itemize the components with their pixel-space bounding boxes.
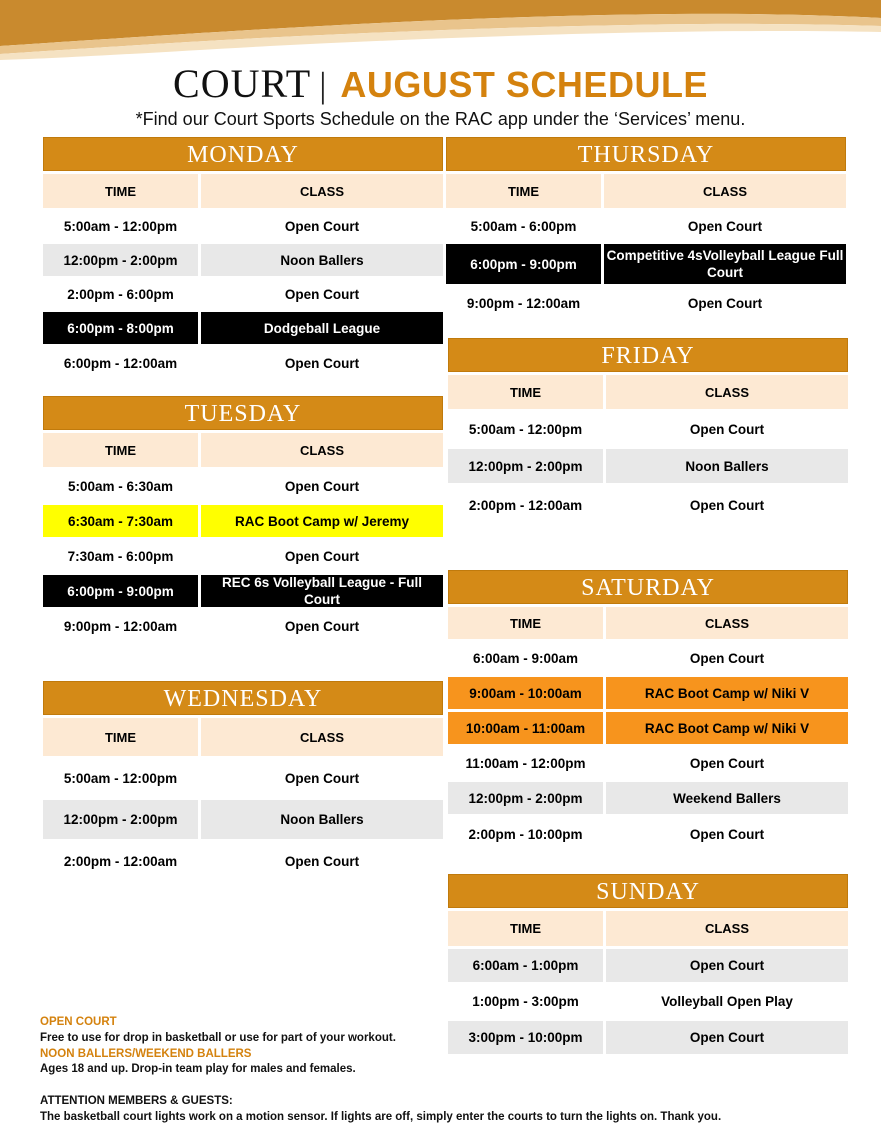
class-cell: RAC Boot Camp w/ Niki V bbox=[606, 677, 848, 709]
class-cell: Open Court bbox=[284, 478, 360, 494]
day-header-wednesday: WEDNESDAY bbox=[43, 681, 443, 715]
schedule-row bbox=[448, 712, 848, 744]
time-cell: 3:00pm - 10:00pm bbox=[448, 1021, 603, 1054]
time-cell: 11:00am - 12:00pm bbox=[465, 755, 586, 771]
column-header-row bbox=[43, 433, 443, 467]
schedule-row bbox=[43, 610, 443, 642]
class-cell: Open Court bbox=[606, 1021, 848, 1054]
time-cell: 7:30am - 6:00pm bbox=[67, 548, 174, 564]
schedule-row bbox=[448, 949, 848, 982]
time-cell: 2:00pm - 12:00am bbox=[63, 853, 178, 869]
class-cell: Competitive 4sVolleyball League Full Court bbox=[604, 244, 846, 284]
day-table-monday bbox=[43, 137, 443, 379]
time-cell: 9:00am - 10:00am bbox=[448, 677, 603, 709]
column-header-class: CLASS bbox=[606, 607, 848, 639]
time-cell: 5:00am - 12:00pm bbox=[63, 218, 178, 234]
class-cell: Open Court bbox=[687, 218, 763, 234]
column-header-time: TIME bbox=[448, 911, 603, 946]
schedule-row bbox=[43, 470, 443, 502]
schedule-row bbox=[43, 244, 443, 276]
title-court: COURT bbox=[173, 61, 312, 106]
column-header-row bbox=[448, 911, 848, 946]
class-cell: Open Court bbox=[284, 355, 360, 371]
schedule-row bbox=[43, 279, 443, 309]
schedule-row bbox=[43, 312, 443, 344]
column-header-row bbox=[448, 375, 848, 409]
schedule-row bbox=[448, 677, 848, 709]
time-cell: 6:30am - 7:30am bbox=[43, 505, 198, 537]
class-cell: Open Court bbox=[689, 650, 765, 666]
time-cell: 6:00am - 9:00am bbox=[472, 650, 579, 666]
class-cell: Open Court bbox=[284, 853, 360, 869]
class-cell: Open Court bbox=[284, 618, 360, 634]
time-cell: 12:00pm - 2:00pm bbox=[448, 449, 603, 483]
schedule-row bbox=[448, 449, 848, 483]
title-august-schedule: AUGUST SCHEDULE bbox=[340, 64, 708, 105]
day-header-thursday: THURSDAY bbox=[446, 137, 846, 171]
column-header-class: CLASS bbox=[604, 174, 846, 208]
column-header-time: TIME bbox=[43, 174, 198, 208]
time-cell: 2:00pm - 10:00pm bbox=[468, 826, 583, 842]
day-table-thursday bbox=[446, 137, 846, 319]
time-cell: 1:00pm - 3:00pm bbox=[472, 994, 579, 1009]
class-cell: Open Court bbox=[284, 548, 360, 564]
class-cell: Open Court bbox=[689, 497, 765, 513]
time-cell: 2:00pm - 12:00am bbox=[468, 497, 583, 513]
footer-ballers-text: Ages 18 and up. Drop-in team play for males and females. bbox=[40, 1063, 356, 1075]
column-header-class: CLASS bbox=[201, 174, 443, 208]
footer-open-court-title: OPEN COURT bbox=[40, 1016, 117, 1028]
time-cell: 5:00am - 12:00pm bbox=[468, 421, 583, 437]
column-header-row bbox=[43, 718, 443, 756]
time-cell: 12:00pm - 2:00pm bbox=[448, 782, 603, 814]
day-header-monday: MONDAY bbox=[43, 137, 443, 171]
column-header-time: TIME bbox=[43, 718, 198, 756]
time-cell: 5:00am - 6:00pm bbox=[470, 218, 577, 234]
time-cell: 5:00am - 6:30am bbox=[67, 478, 174, 494]
schedule-row bbox=[448, 985, 848, 1018]
schedule-row bbox=[448, 412, 848, 446]
subtitle-app-note: *Find our Court Sports Schedule on the RAC app under the ‘Services’ menu. bbox=[135, 109, 746, 129]
day-table-sunday bbox=[448, 874, 848, 1054]
day-table-friday bbox=[448, 338, 848, 524]
schedule-row bbox=[448, 817, 848, 851]
time-cell: 12:00pm - 2:00pm bbox=[43, 244, 198, 276]
class-cell: Open Court bbox=[284, 218, 360, 234]
time-cell: 12:00pm - 2:00pm bbox=[43, 800, 198, 839]
schedule-row bbox=[43, 211, 443, 241]
column-header-class: CLASS bbox=[606, 911, 848, 946]
class-cell: RAC Boot Camp w/ Jeremy bbox=[201, 505, 443, 537]
time-cell: 6:00pm - 12:00am bbox=[63, 355, 178, 371]
class-cell: Open Court bbox=[687, 295, 763, 311]
day-table-wednesday bbox=[43, 681, 443, 880]
class-cell: Open Court bbox=[689, 421, 765, 437]
footer-open-court-text: Free to use for drop in basketball or use for part of your workout. bbox=[40, 1032, 396, 1044]
schedule-row bbox=[446, 244, 846, 284]
time-cell: 6:00am - 1:00pm bbox=[448, 949, 603, 982]
class-cell: Open Court bbox=[284, 770, 360, 786]
title-separator: | bbox=[319, 65, 327, 105]
schedule-row bbox=[43, 575, 443, 607]
class-cell: Open Court bbox=[284, 286, 360, 302]
class-cell: Noon Ballers bbox=[606, 449, 848, 483]
schedule-row bbox=[448, 642, 848, 674]
day-header-sunday: SUNDAY bbox=[448, 874, 848, 908]
schedule-row bbox=[43, 800, 443, 839]
day-table-saturday bbox=[448, 570, 848, 851]
schedule-row bbox=[448, 1021, 848, 1054]
column-header-time: TIME bbox=[448, 607, 603, 639]
schedule-row bbox=[446, 287, 846, 319]
schedule-row bbox=[43, 842, 443, 880]
column-header-class: CLASS bbox=[201, 433, 443, 467]
time-cell: 5:00am - 12:00pm bbox=[63, 770, 178, 786]
column-header-row bbox=[43, 174, 443, 208]
schedule-row bbox=[448, 782, 848, 814]
day-header-saturday: SATURDAY bbox=[448, 570, 848, 604]
class-cell: Volleyball Open Play bbox=[661, 994, 793, 1009]
column-header-class: CLASS bbox=[201, 718, 443, 756]
page-title bbox=[0, 60, 881, 107]
schedule-row bbox=[43, 347, 443, 379]
schedule-row bbox=[448, 486, 848, 524]
time-cell: 2:00pm - 6:00pm bbox=[67, 286, 174, 302]
time-cell: 6:00pm - 8:00pm bbox=[43, 312, 198, 344]
class-cell: RAC Boot Camp w/ Niki V bbox=[606, 712, 848, 744]
footer-attention-text: The basketball court lights work on a motion sensor. If lights are off, simply enter the courts to turn the lights on. Thank you. bbox=[40, 1111, 722, 1123]
column-header-time: TIME bbox=[446, 174, 601, 208]
schedule-row bbox=[43, 505, 443, 537]
time-cell: 9:00pm - 12:00am bbox=[466, 295, 581, 311]
schedule-row bbox=[448, 747, 848, 779]
schedule-row bbox=[43, 540, 443, 572]
schedule-row bbox=[446, 211, 846, 241]
class-cell: Open Court bbox=[689, 826, 765, 842]
class-cell: Noon Ballers bbox=[201, 244, 443, 276]
column-header-row bbox=[446, 174, 846, 208]
column-header-time: TIME bbox=[448, 375, 603, 409]
time-cell: 10:00am - 11:00am bbox=[448, 712, 603, 744]
schedule-row bbox=[43, 759, 443, 797]
class-cell: REC 6s Volleyball League - Full Court bbox=[201, 575, 443, 607]
day-header-friday: FRIDAY bbox=[448, 338, 848, 372]
class-cell: Noon Ballers bbox=[201, 800, 443, 839]
class-cell: Dodgeball League bbox=[201, 312, 443, 344]
time-cell: 9:00pm - 12:00am bbox=[63, 618, 178, 634]
footer-attention-title: ATTENTION MEMBERS & GUESTS: bbox=[40, 1095, 233, 1107]
day-header-tuesday: TUESDAY bbox=[43, 396, 443, 430]
time-cell: 6:00pm - 9:00pm bbox=[446, 244, 601, 284]
time-cell: 6:00pm - 9:00pm bbox=[43, 575, 198, 607]
decorative-swoosh-banner bbox=[0, 0, 881, 60]
class-cell: Weekend Ballers bbox=[606, 782, 848, 814]
column-header-time: TIME bbox=[43, 433, 198, 467]
column-header-row bbox=[448, 607, 848, 639]
class-cell: Open Court bbox=[606, 949, 848, 982]
footer-ballers-title: NOON BALLERS/WEEKEND BALLERS bbox=[40, 1048, 252, 1060]
class-cell: Open Court bbox=[689, 755, 765, 771]
day-table-tuesday bbox=[43, 396, 443, 642]
column-header-class: CLASS bbox=[606, 375, 848, 409]
